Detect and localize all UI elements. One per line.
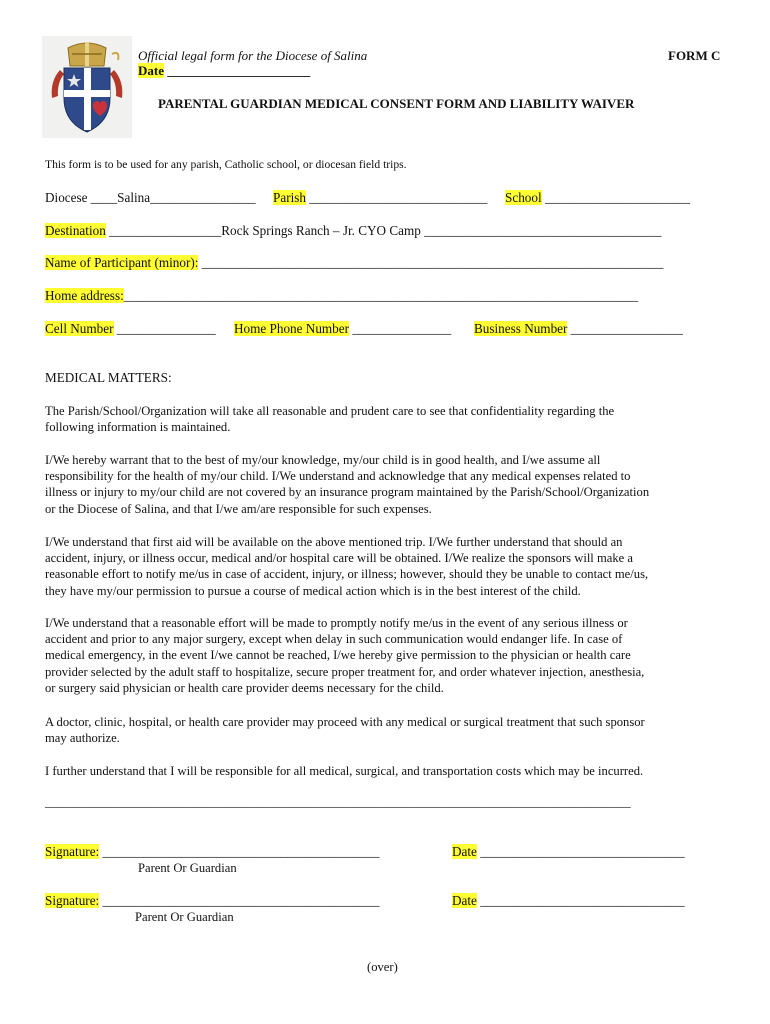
home-phone-line: _______________: [352, 321, 452, 336]
parish-label: Parish: [273, 190, 306, 205]
business-line: _________________: [570, 321, 683, 336]
paragraph-line: I/We understand that first aid will be available on the above mentioned trip. I/We further understand that should an: [45, 535, 623, 549]
paragraph-emergency: [45, 615, 715, 696]
participant-line: ______________________________________________________________________: [201, 255, 664, 270]
paragraph-line: The Parish/School/Organization will take all reasonable and prudent care to see that confidentiality regarding the: [45, 404, 615, 418]
paragraph-line: I further understand that I will be responsible for all medical, surgical, and transportation costs which may be incurred.: [45, 764, 644, 778]
paragraph-line: I/We hereby warrant that to the best of my/our knowledge, my/our child is in good health, and I/we assume all: [45, 453, 601, 467]
paragraph-line: following information is maintained.: [45, 420, 231, 435]
participant-label: Name of Participant (minor):: [45, 255, 199, 270]
signature-date-label: Date: [452, 844, 477, 859]
form-title: PARENTAL GUARDIAN MEDICAL CONSENT FORM AND LIABILITY WAIVER: [158, 96, 635, 111]
header-date-line: ______________________: [167, 63, 311, 78]
participant-field[interactable]: [45, 255, 663, 271]
business-label: Business Number: [474, 321, 568, 336]
signature-label: Signature:: [45, 844, 100, 859]
cell-number-field[interactable]: [45, 321, 216, 337]
paragraph-line: accident, injury, or illness occur, medical and/or hospital care will be obtained. I/We realize the sponsors will make a: [45, 551, 633, 566]
signature-label: Signature:: [45, 893, 100, 908]
paragraph-line: provider selected by the adult staff to hospitalize, secure proper treatment for, and order whatever injection, anesthesia,: [45, 664, 645, 679]
school-field[interactable]: [505, 190, 690, 206]
paragraph-confidentiality: [45, 403, 715, 435]
intro-text: This form is to be used for any parish, Catholic school, or diocesan field trips.: [45, 158, 407, 171]
paragraph-line: responsibility for the health of my/our child. I/We understand and acknowledge that any medical expenses related to: [45, 469, 631, 484]
home-address-line: ______________________________________________________________________________: [123, 288, 639, 303]
home-address-label: Home address:: [45, 288, 124, 303]
paragraph-costs: [45, 763, 715, 779]
paragraph-line: they have my/our permission to pursue a course of medical action which is in the best interest of the child.: [45, 583, 581, 598]
signature-date-line: _______________________________: [480, 893, 685, 908]
signature-field-1[interactable]: [45, 844, 379, 860]
paragraph-health-warranty: [45, 452, 715, 517]
paragraph-line: illness or injury to my/our child are not covered by an insurance program maintained by the Parish/School/Organization: [45, 485, 650, 500]
signature-date-label: Date: [452, 893, 477, 908]
paragraph-first-aid: [45, 534, 715, 599]
diocese-logo: [42, 36, 132, 138]
signature-line: __________________________________________: [102, 844, 380, 859]
signature-date-field-2[interactable]: [452, 893, 685, 909]
signature-caption-1: Parent Or Guardian: [138, 861, 237, 875]
parish-field[interactable]: [273, 190, 487, 206]
paragraph-line: may authorize.: [45, 731, 120, 746]
destination-label: Destination: [45, 223, 106, 238]
diocese-field[interactable]: Diocese ____Salina________________: [45, 190, 256, 205]
paragraph-line: A doctor, clinic, hospital, or health care provider may proceed with any medical or surgical treatment that such sponsor: [45, 715, 645, 729]
destination-line: _________________Rock Springs Ranch – Jr. CYO Camp ____________________________________: [109, 223, 662, 238]
signature-caption-2: Parent Or Guardian: [135, 910, 234, 924]
signature-field-2[interactable]: [45, 893, 379, 909]
parish-line: ___________________________: [309, 190, 488, 205]
paragraph-line: or the Diocese of Salina, and that I/we am/are responsible for such expenses.: [45, 501, 432, 516]
medical-heading: MEDICAL MATTERS:: [45, 370, 172, 385]
form-id: FORM C: [668, 48, 721, 63]
paragraph-line: medical emergency, in the event I/we cannot be reached, I/we hereby give permission to the physician or health care: [45, 648, 631, 663]
home-phone-field[interactable]: [234, 321, 451, 337]
destination-field[interactable]: [45, 223, 662, 239]
cell-label: Cell Number: [45, 321, 114, 336]
paragraph-line: reasonable effort to notify me/us in case of accident, injury, or illness; however, should they be unable to contact me/us,: [45, 567, 649, 582]
cell-line: _______________: [116, 321, 216, 336]
paragraph-line: accident and prior to any major surgery, except when delay in such communication would endanger life. In case of: [45, 632, 623, 647]
signature-line: __________________________________________: [102, 893, 380, 908]
school-line: ______________________: [544, 190, 690, 205]
paragraph-line: I/We understand that a reasonable effort will be made to promptly notify me/us in the event of any serious illness or: [45, 616, 628, 630]
paragraph-treatment: [45, 714, 715, 746]
home-phone-label: Home Phone Number: [234, 321, 350, 336]
over-note: (over): [367, 960, 398, 974]
business-number-field[interactable]: [474, 321, 683, 337]
signature-date-field-1[interactable]: [452, 844, 685, 860]
school-label: School: [505, 190, 542, 205]
signature-date-line: _______________________________: [480, 844, 685, 859]
official-form-note: Official legal form for the Diocese of Salina: [138, 48, 368, 63]
paragraph-line: or surgery said physician or health care provider deems necessary for the child.: [45, 680, 444, 695]
home-address-field[interactable]: [45, 288, 638, 304]
header-date-label: Date: [138, 63, 164, 78]
separator-line: _____________________________________________________________________________________________: [45, 795, 631, 809]
header-date-field[interactable]: [138, 63, 310, 79]
